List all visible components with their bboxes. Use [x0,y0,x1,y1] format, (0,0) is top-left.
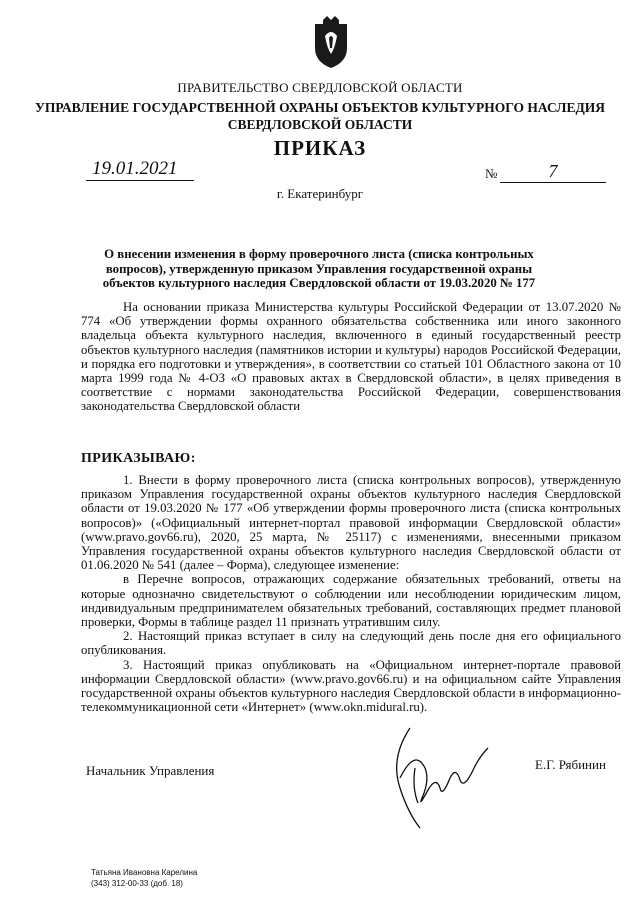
order-number: 7 [500,161,606,183]
order-items [81,473,621,714]
coat-of-arms-icon [309,14,353,70]
item-1: 1. Внести в форму проверочного листа (списка контрольных вопросов), утвержденную приказом Управления государственной охраны объектов культурного наследия Свердловской области от 19.03.2020 № 177 «Об утверждении формы проверочного листа (списка контрольных вопросов)» («Официальный интернет-портал правовой информации Свердловской области» (www.pravo.gov66.ru), 2020, 25 марта, № 25117) с изменениями, внесенными приказом Управления государственной охраны объектов культурного наследия Свердловской области от 01.06.2020 № 541 (далее – Форма), следующее изменение: [81,473,621,573]
item-2: 2. Настоящий приказ вступает в силу на следующий день после дня его официального опубликования. [81,629,621,658]
executor-info [91,867,197,889]
item-1-detail: в Перечне вопросов, отражающих содержание обязательных требований, ответы на которые однозначно свидетельствуют о соблюдении или несоблюдении юридическим лицом, индивидуальным предпринимателем обязательных требований, составляющих предмет плановой проверки, Формы в таблице раздел 11 признать утратившим силу. [81,572,621,630]
government-title: ПРАВИТЕЛЬСТВО СВЕРДЛОВСКОЙ ОБЛАСТИ [177,80,463,95]
order-subject: О внесении изменения в форму проверочного листа (списка контрольных вопросов), утвержденную приказом Управления государственной охраны объектов культурного наследия Свердловской области от 19.03.2020 № 177 [102,247,536,290]
department-line-1: УПРАВЛЕНИЕ ГОСУДАРСТВЕННОЙ ОХРАНЫ ОБЪЕКТОВ КУЛЬТУРНОГО НАСЛЕДИЯ [34,100,606,115]
executor-phone: (343) 312-00-33 (доб. 18) [91,879,183,888]
department-title [0,99,640,133]
document-type: ПРИКАЗ [273,136,367,160]
handwritten-signature-icon [370,718,500,838]
decree-word: ПРИКАЗЫВАЮ: [81,451,196,466]
signatory-role: Начальник Управления [86,763,215,778]
order-date: 19.01.2021 [86,158,194,181]
executor-name: Татьяна Ивановна Карелина [91,868,198,877]
department-line-2: СВЕРДЛОВСКОЙ ОБЛАСТИ [227,117,413,132]
order-number-label: № [485,166,498,181]
preamble [81,300,621,414]
city: г. Екатеринбург [276,186,364,201]
preamble-text: На основании приказа Министерства культуры Российской Федерации от 13.07.2020 № 774 «Об утверждении формы охранного обязательства собственника или иного законного владельца объекта культурного наследия, включенного в единый государственный реестр объектов культурного наследия (памятников истории и культуры) народов Российской Федерации, и порядка его подготовки и утверждения», в соответствии со статьей 101 Областного закона от 10 марта 1999 года № 4-ОЗ «О правовых актах в Свердловской области», в целях приведения в соответствие с нормами законодательства Российской Федерации, совершенствования законодательства Свердловской области [81,300,621,414]
item-3: 3. Настоящий приказ опубликовать на «Официальном интернет-портале правовой информации Свердловской области» (www.pravo.gov66.ru) и на официальном сайте Управления государственной охраны объектов культурного наследия Свердловской области в информационно-телекоммуникационной сети «Интернет» (www.okn.midural.ru). [81,657,621,715]
signatory-name: Е.Г. Рябинин [535,757,606,772]
